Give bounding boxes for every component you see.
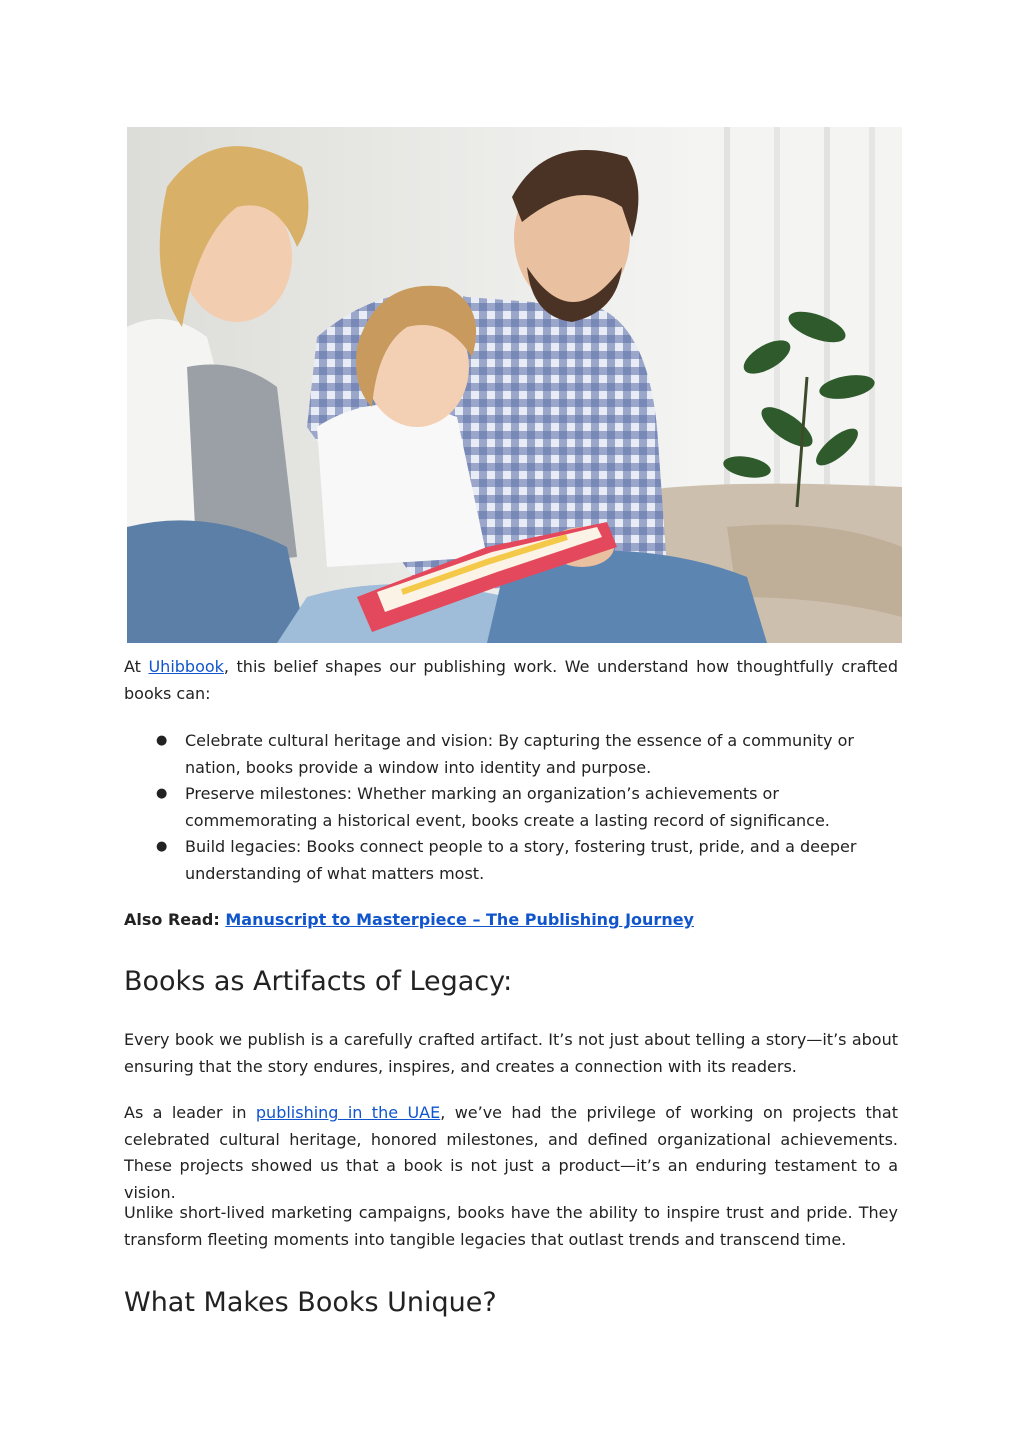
- list-item-text: Celebrate cultural heritage and vision: By capturing the essence of a community or nation, books provide a window into identity and purpose.: [185, 731, 854, 777]
- intro-prefix: At: [124, 657, 149, 676]
- heading-books-unique: What Makes Books Unique?: [124, 1287, 497, 1318]
- also-read-link[interactable]: Manuscript to Masterpiece – The Publishing Journey: [225, 910, 694, 929]
- bullet-icon: ●: [156, 733, 168, 748]
- heading-books-legacy: Books as Artifacts of Legacy:: [124, 966, 513, 997]
- list-item: [124, 781, 898, 834]
- publishing-uae-link[interactable]: publishing in the UAE: [255, 1103, 441, 1122]
- bullet-icon: ●: [156, 839, 168, 854]
- benefits-list: [124, 728, 898, 887]
- paragraph-artifact: Every book we publish is a carefully crafted artifact. It’s not just about telling a story—it’s about ensuring that the story endures, inspires, and creates a connection with its readers.: [124, 1030, 898, 1076]
- list-item-text: Preserve milestones: Whether marking an organization’s achievements or commemorating a historical event, books create a lasting record of significance.: [185, 784, 830, 830]
- also-read: [124, 907, 898, 934]
- paragraph-leader-prefix: As a leader in: [124, 1103, 256, 1122]
- paragraph-leader: [124, 1100, 898, 1206]
- bullet-icon: ●: [156, 786, 168, 801]
- paragraph-leader-suffix: , we’ve had the privilege of working on projects that celebrated cultural heritage, honored milestones, and defined organizational achievements. These projects showed us that a book is not just a product—it’s an enduring testament to a vision.: [124, 1103, 899, 1202]
- family-reading-photo: [127, 127, 902, 643]
- uhibbook-link[interactable]: Uhibbook: [148, 657, 224, 676]
- intro-paragraph: [124, 654, 898, 707]
- family-reading-illustration: [127, 127, 902, 643]
- also-read-label: Also Read:: [124, 910, 226, 929]
- list-item-text: Build legacies: Books connect people to a story, fostering trust, pride, and a deeper understanding of what matters most.: [185, 837, 857, 883]
- intro-suffix: , this belief shapes our publishing work. We understand how thoughtfully crafted books can:: [124, 657, 898, 703]
- paragraph-campaigns: Unlike short-lived marketing campaigns, books have the ability to inspire trust and pride. They transform fleeting moments into tangible legacies that outlast trends and transcend time.: [124, 1203, 898, 1249]
- list-item: [124, 834, 898, 887]
- list-item: [124, 728, 898, 781]
